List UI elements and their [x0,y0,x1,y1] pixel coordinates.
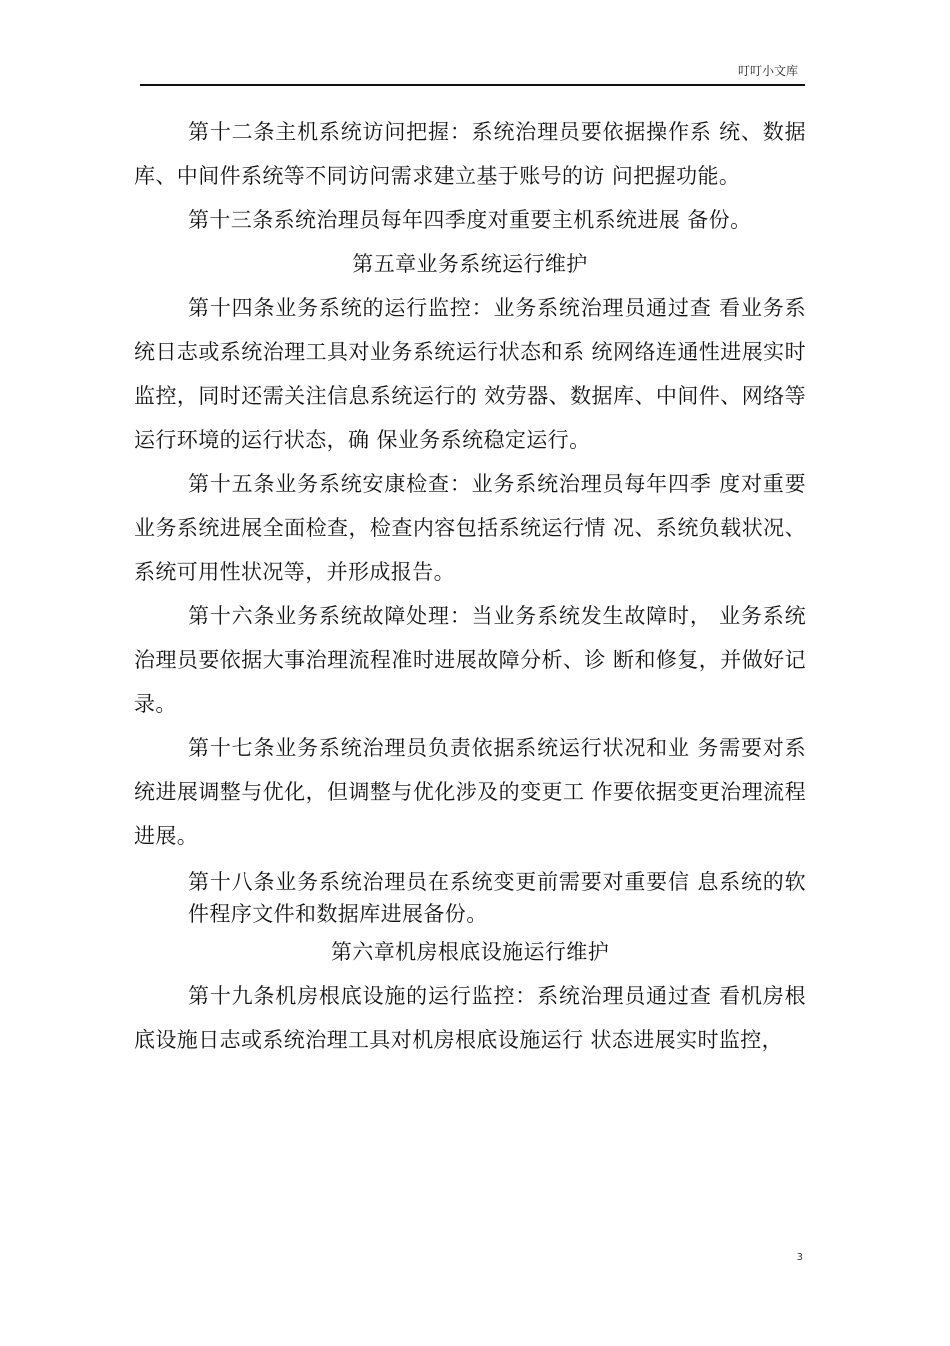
document-header-title: 叮叮小文库 [737,64,798,78]
header-divider [140,84,805,86]
article-12: 第十二条主机系统访问把握：系统治理员要依据操作系 统、数据库、中间件系统等不同访问需求建立基于账号的访 问把握功能。 [134,120,806,188]
chapter-6-heading: 第六章机房根底设施运行维护 [330,940,610,964]
article-15: 第十五条业务系统安康检查：业务系统治理员每年四季 度对重要业务系统进展全面检查，检查内容包括系统运行情 况、系统负载状况、系统可用性状况等，并形成报告。 [134,472,806,584]
article-19: 第十九条机房根底设施的运行监控：系统治理员通过查 看机房根底设施日志或系统治理工具对机房根底设施运行 状态进展实时监控， [134,984,806,1052]
article-18: 第十八条业务系统治理员在系统变更前需要对重要信 息系统的软件程序文件和数据库进展备份。 [188,870,806,926]
chapter-5-heading: 第五章业务系统运行维护 [352,252,588,276]
page-number: 3 [796,1252,803,1263]
article-17: 第十七条业务系统治理员负责依据系统运行状况和业 务需要对系统进展调整与优化，但调整与优化涉及的变更工 作要依据变更治理流程进展。 [134,736,806,848]
article-14: 第十四条业务系统的运行监控：业务系统治理员通过查 看业务系统日志或系统治理工具对业务系统运行状态和系 统网络连通性进展实时监控，同时还需关注信息系统运行的 效劳器、数据库、中间件、网络等运行环境的运行状态，确 保业务系统稳定运行。 [134,296,806,452]
article-13: 第十三条系统治理员每年四季度对重要主机系统进展 备份。 [188,208,752,232]
document-body [134,110,806,1062]
article-16: 第十六条业务系统故障处理：当业务系统发生故障时， 业务系统治理员要依据大事治理流程准时进展故障分析、诊 断和修复，并做好记录。 [134,604,806,716]
